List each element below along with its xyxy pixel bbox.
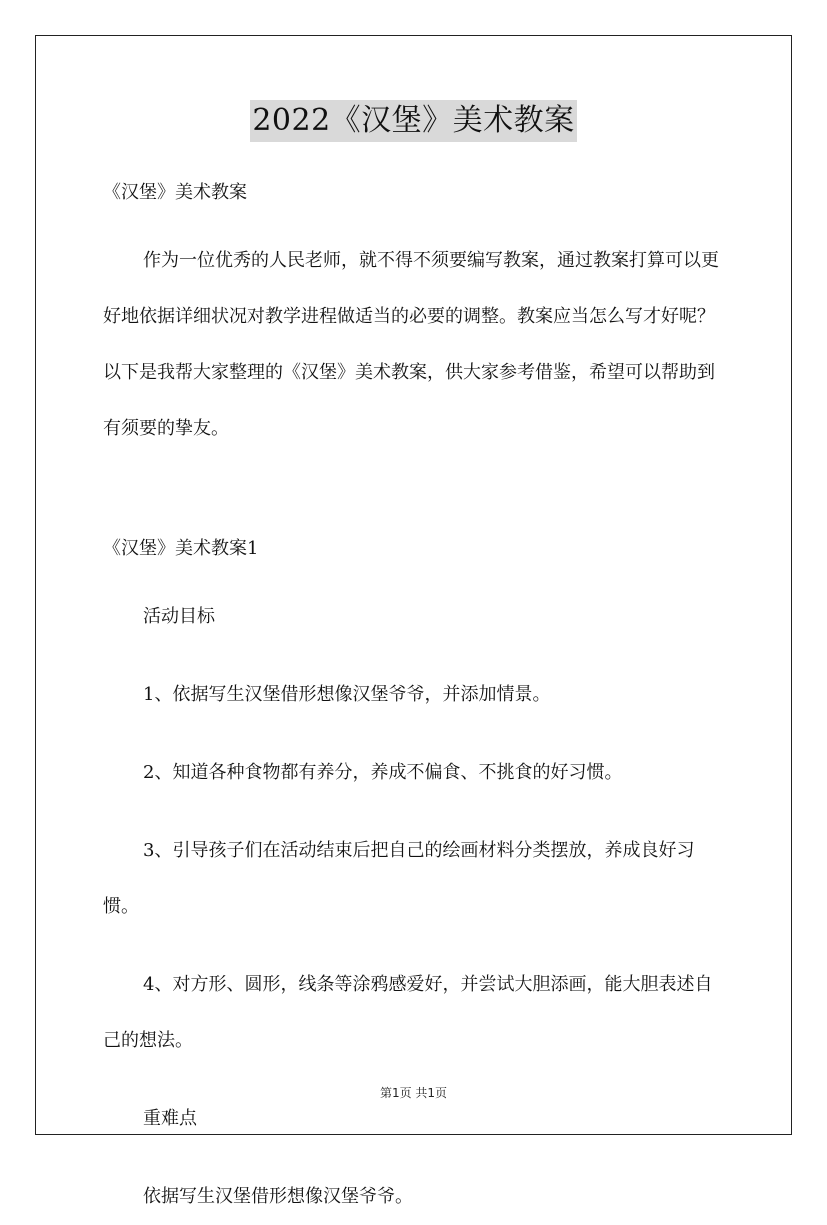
document-subtitle: 《汉堡》美术教案 — [103, 182, 247, 203]
title-wrap — [0, 100, 827, 142]
intro-paragraph: 作为一位优秀的人民老师，就不得不须要编写教案，通过教案打算可以更好地依据详细状况对教学进程做适当的必要的调整。教案应当怎么写才好呢？以下是我帮大家整理的《汉堡》美术教案，供大家参考借鉴，希望可以帮助到有须要的挚友。 — [103, 250, 719, 439]
key-points-heading: 重难点 — [143, 1108, 197, 1129]
document-body — [103, 177, 729, 1225]
goal-item: 4、对方形、圆形，线条等涂鸦感爱好，并尝试大胆添画，能大胆表述自己的想法。 — [103, 974, 713, 1051]
section-title: 《汉堡》美术教案1 — [103, 538, 259, 559]
page-footer: 第1页 共1页 — [379, 1086, 448, 1100]
goal-item: 1、依据写生汉堡借形想像汉堡爷爷，并添加情景。 — [143, 684, 551, 705]
key-points-text: 依据写生汉堡借形想像汉堡爷爷。 — [143, 1186, 413, 1207]
document-title: 2022《汉堡》美术教案 — [250, 100, 576, 142]
goal-item: 3、引导孩子们在活动结束后把自己的绘画材料分类摆放，养成良好习惯。 — [103, 840, 695, 917]
goals-heading: 活动目标 — [143, 606, 215, 627]
goal-item: 2、知道各种食物都有养分，养成不偏食、不挑食的好习惯。 — [143, 762, 623, 783]
